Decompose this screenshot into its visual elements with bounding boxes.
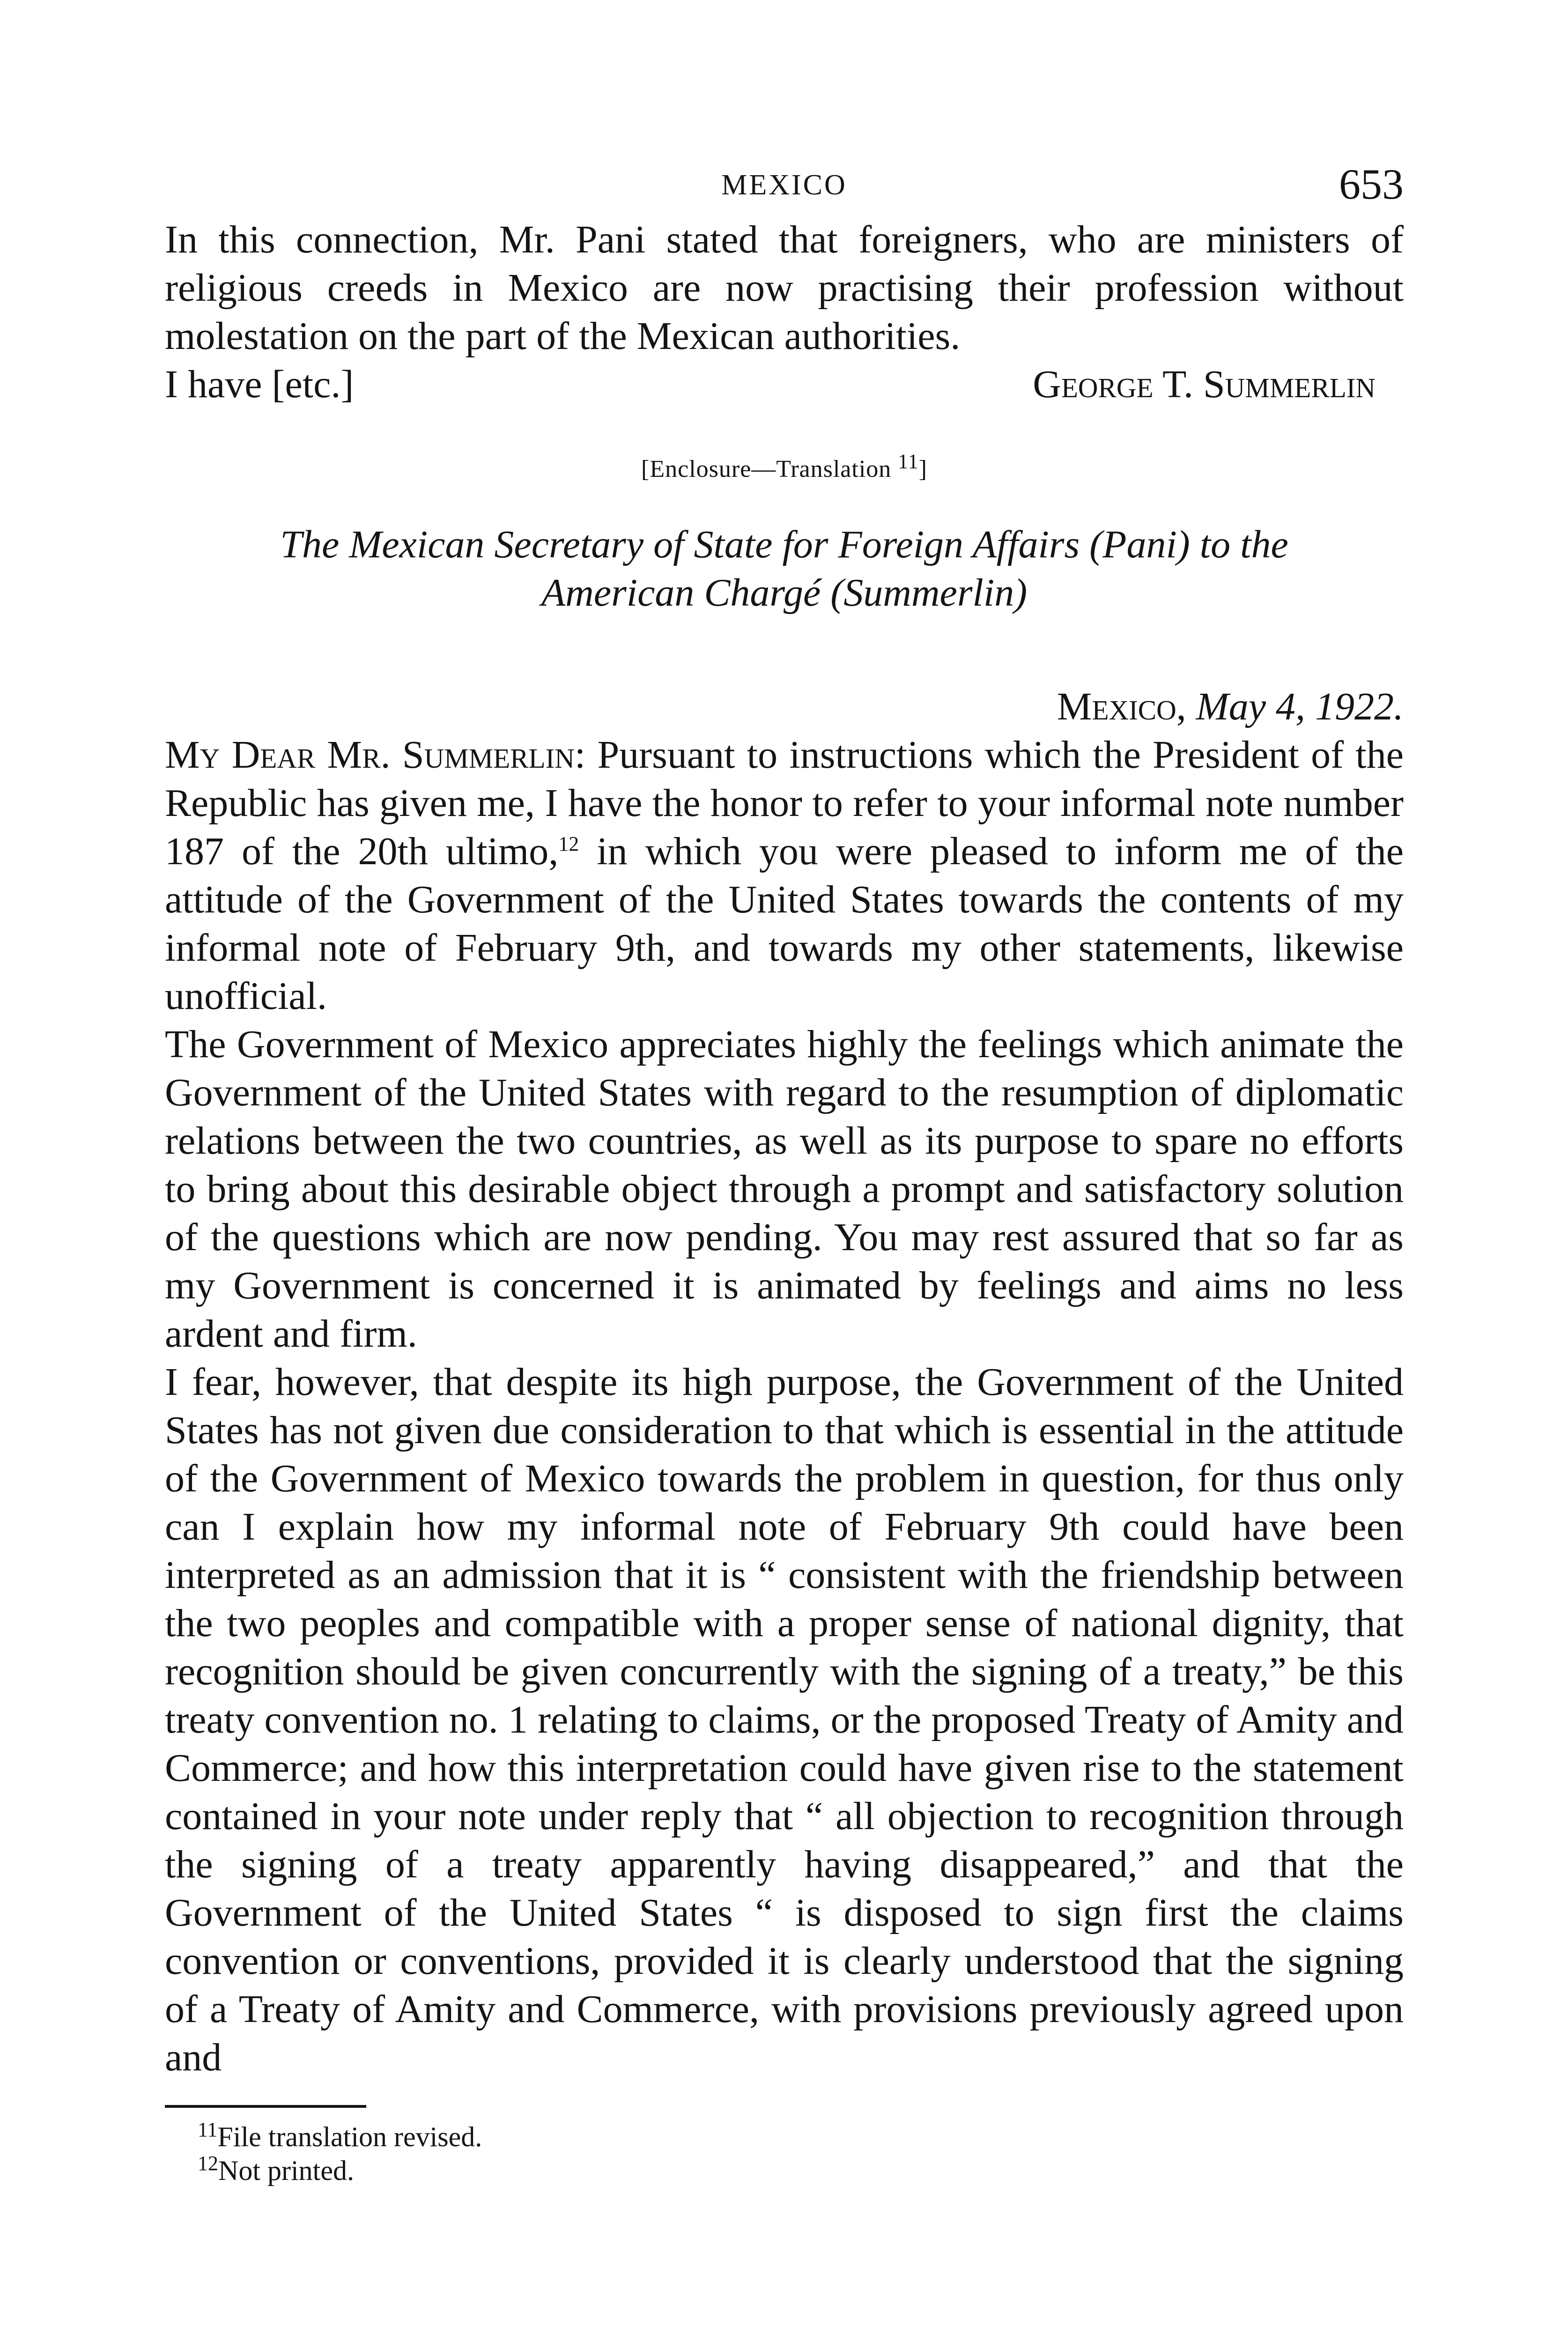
footnote-ref-11: 11	[898, 450, 919, 473]
enclosure-close: ]	[918, 456, 927, 482]
letter-paragraph-2: The Government of Mexico appreciates highly the feelings which animate the Government of the United States with regard to the resumption of diplomatic relations between the two countries, as well as its purpose to spare no efforts to bring about this desirable object through a prompt and satisfactory solution of the questions which are now pending. You may rest assured that so far as my Government is concerned it is animated by feelings and aims no less ardent and firm.	[165, 1023, 1404, 1356]
document-title-line-2: American Chargé (Summerlin)	[541, 571, 1028, 615]
document-title-line-1: The Mexican Secretary of State for Foreign Affairs (Pani) to the	[280, 523, 1288, 566]
letter-paragraph-1-b: in which you were pleased to inform me of the attitude of the Government of the United States towards the contents of my informal note of February 9th, and towards my other statements, likewise unofficial.	[165, 830, 1404, 1018]
footnote-number: 12	[198, 2152, 218, 2175]
dateline-place: Mexico,	[1057, 685, 1186, 728]
footnotes	[165, 2120, 1404, 2187]
letter-body	[165, 731, 1404, 2082]
signature: George T. Summerlin	[1033, 363, 1376, 406]
footnote-text: File translation revised.	[217, 2121, 482, 2152]
closing-text: I have [etc.]	[165, 363, 354, 406]
letter-paragraph-1	[165, 731, 1404, 1020]
running-header	[165, 159, 1404, 215]
footnote-number: 11	[198, 2118, 218, 2141]
letter-paragraph-3: I fear, however, that despite its high purpose, the Government of the United States has not given due consideration to that which is essential in the attitude of the Government of Mexico towards the problem in question, for thus only can I explain how my informal note of February 9th could have been interpreted as an admission that it is “ consistent with the friendship between the two peoples and compatible with a proper sense of national dignity, that recognition should be given concurrently with the signing of a treaty,” be this treaty convention no. 1 relating to claims, or the proposed Treaty of Amity and Commerce; and how this interpretation could have given rise to the statement contained in your note under reply that “ all objection to recognition through the signing of a treaty apparently having disappeared,” and that the Government of the United States “ is disposed to sign first the claims convention or conventions, provided it is clearly understood that the signing of a Treaty of Amity and Commerce, with provisions previously agreed upon and	[165, 1360, 1404, 2079]
dateline-date: May 4, 1922.	[1196, 685, 1404, 728]
closing-line	[165, 360, 1404, 408]
salutation: My Dear Mr. Summerlin:	[165, 733, 586, 777]
enclosure-text: [Enclosure—Translation	[641, 456, 892, 482]
page-number: 653	[1339, 160, 1404, 208]
intro-paragraph: In this connection, Mr. Pani stated that foreigners, who are ministers of religious creeds in Mexico are now practising their profession without molestation on the part of the Mexican authorities.	[165, 218, 1404, 358]
body-text	[165, 215, 1404, 408]
footnote-11	[198, 2120, 1404, 2154]
document-title	[165, 520, 1404, 617]
document-page	[165, 159, 1404, 2187]
footnote-12	[198, 2154, 1404, 2187]
footnote-ref-12: 12	[558, 832, 579, 855]
letter-paragraph-1-a: Pursuant to instructions which the President of the Republic has given me, I have the honor to refer to your informal note number 187 of the 20th ultimo,	[165, 733, 1404, 873]
enclosure-label	[165, 450, 1404, 483]
footnote-text: Not printed.	[218, 2155, 354, 2186]
dateline	[165, 682, 1404, 731]
footnote-divider	[165, 2105, 366, 2108]
running-title: MEXICO	[721, 169, 847, 201]
